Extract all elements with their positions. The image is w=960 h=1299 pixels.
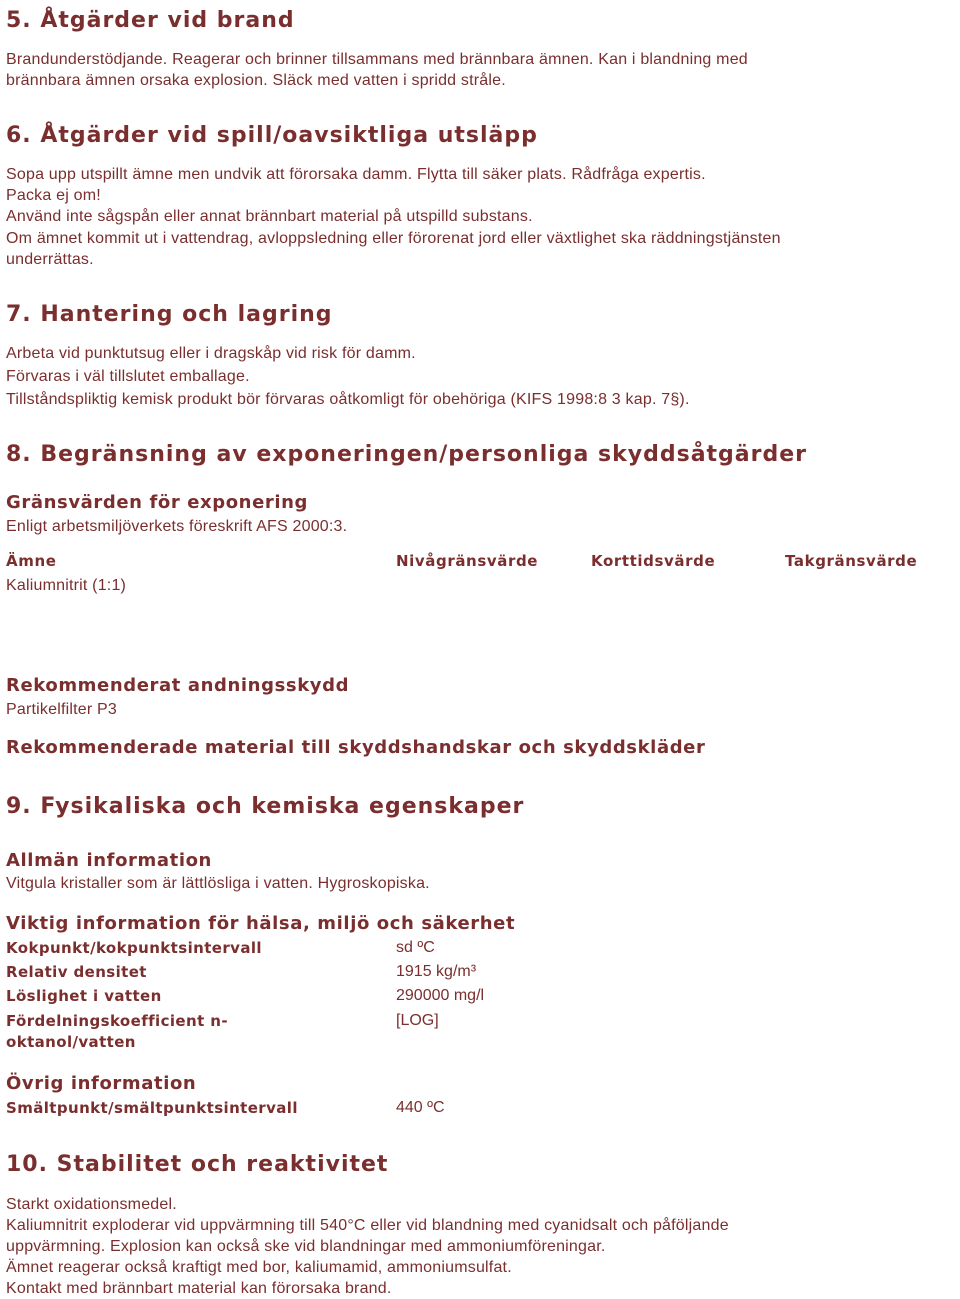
exposure-limits-text: Enligt arbetsmiljöverkets föreskrift AFS 2000:3. — [6, 518, 348, 535]
prop-label-melting-point: Smältpunkt/smältpunktsintervall — [6, 1099, 298, 1117]
table-header-ceiling: Takgränsvärde — [785, 552, 918, 570]
section-8-heading: 8. Begränsning av exponeringen/personliga skyddsåtgärder — [6, 442, 808, 467]
table-row-substance: Kaliumnitrit (1:1) — [6, 577, 127, 594]
section-10-line-3: uppvärmning. Explosion kan också ske vid blandningar med ammoniumföreningar. — [6, 1238, 606, 1255]
section-6-heading: 6. Åtgärder vid spill/oavsiktliga utsläpp — [6, 123, 538, 148]
section-9-heading: 9. Fysikaliska och kemiska egenskaper — [6, 794, 525, 819]
prop-label-boiling-point: Kokpunkt/kokpunktsintervall — [6, 939, 262, 957]
section-10-heading: 10. Stabilitet och reaktivitet — [6, 1152, 389, 1177]
prop-label-density: Relativ densitet — [6, 963, 147, 981]
general-info-title: Allmän information — [6, 850, 212, 871]
section-7-heading: 7. Hantering och lagring — [6, 302, 333, 327]
general-info-text: Vitgula kristaller som är lättlösliga i vatten. Hygroskopiska. — [6, 875, 430, 892]
section-6-line-3: Använd inte sågspån eller annat brännbart material på utspilld substans. — [6, 208, 533, 225]
section-7-line-2: Förvaras i väl tillslutet emballage. — [6, 368, 250, 385]
section-5-line-2: brännbara ämnen orsaka explosion. Släck med vatten i spridd stråle. — [6, 72, 506, 89]
exposure-limits-title: Gränsvärden för exponering — [6, 492, 309, 513]
gloves-clothing-title: Rekommenderade material till skyddshandskar och skyddskläder — [6, 737, 706, 758]
section-10-line-4: Ämnet reagerar också kraftigt med bor, kaliumamid, ammoniumsulfat. — [6, 1259, 512, 1276]
section-6-line-2: Packa ej om! — [6, 187, 101, 204]
prop-label-partition: Fördelningskoefficient n- — [6, 1012, 228, 1030]
table-header-substance: Ämne — [6, 552, 57, 570]
section-10-line-5: Kontakt med brännbart material kan förorsaka brand. — [6, 1280, 392, 1297]
prop-value-melting-point: 440 ºC — [396, 1099, 445, 1116]
section-7-line-1: Arbeta vid punktutsug eller i dragskåp vid risk för damm. — [6, 345, 416, 362]
table-header-short-term: Korttidsvärde — [591, 552, 716, 570]
section-10-line-2: Kaliumnitrit exploderar vid uppvärmning till 540°C eller vid blandning med cyanidsalt och påföljande — [6, 1217, 729, 1234]
section-7-line-3: Tillståndspliktig kemisk produkt bör förvaras oåtkomligt för obehöriga (KIFS 1998:8 3 kap. 7§). — [6, 391, 690, 408]
section-5-line-1: Brandunderstödjande. Reagerar och brinner tillsammans med brännbara ämnen. Kan i blandning med — [6, 51, 748, 68]
section-6-line-1: Sopa upp utspillt ämne men undvik att förorsaka damm. Flytta till säker plats. Rådfråga expertis. — [6, 166, 706, 183]
important-info-title: Viktig information för hälsa, miljö och säkerhet — [6, 913, 516, 934]
prop-value-density: 1915 kg/m³ — [396, 963, 477, 980]
prop-value-partition: [LOG] — [396, 1012, 439, 1029]
prop-label-solubility: Löslighet i vatten — [6, 987, 162, 1005]
table-header-level-limit: Nivågränsvärde — [396, 552, 539, 570]
prop-value-boiling-point: sd ºC — [396, 939, 435, 956]
respiratory-protection-title: Rekommenderat andningsskydd — [6, 675, 350, 696]
prop-value-solubility: 290000 mg/l — [396, 987, 485, 1004]
other-info-title: Övrig information — [6, 1073, 197, 1094]
prop-label-partition-cont: oktanol/vatten — [6, 1033, 136, 1051]
section-10-line-1: Starkt oxidationsmedel. — [6, 1196, 177, 1213]
section-6-line-4: Om ämnet kommit ut i vattendrag, avloppsledning eller förorenat jord eller växtlighet ska räddningstjänsten — [6, 230, 781, 247]
section-6-line-5: underrättas. — [6, 251, 94, 268]
section-5-heading: 5. Åtgärder vid brand — [6, 8, 295, 33]
respiratory-protection-text: Partikelfilter P3 — [6, 701, 117, 718]
